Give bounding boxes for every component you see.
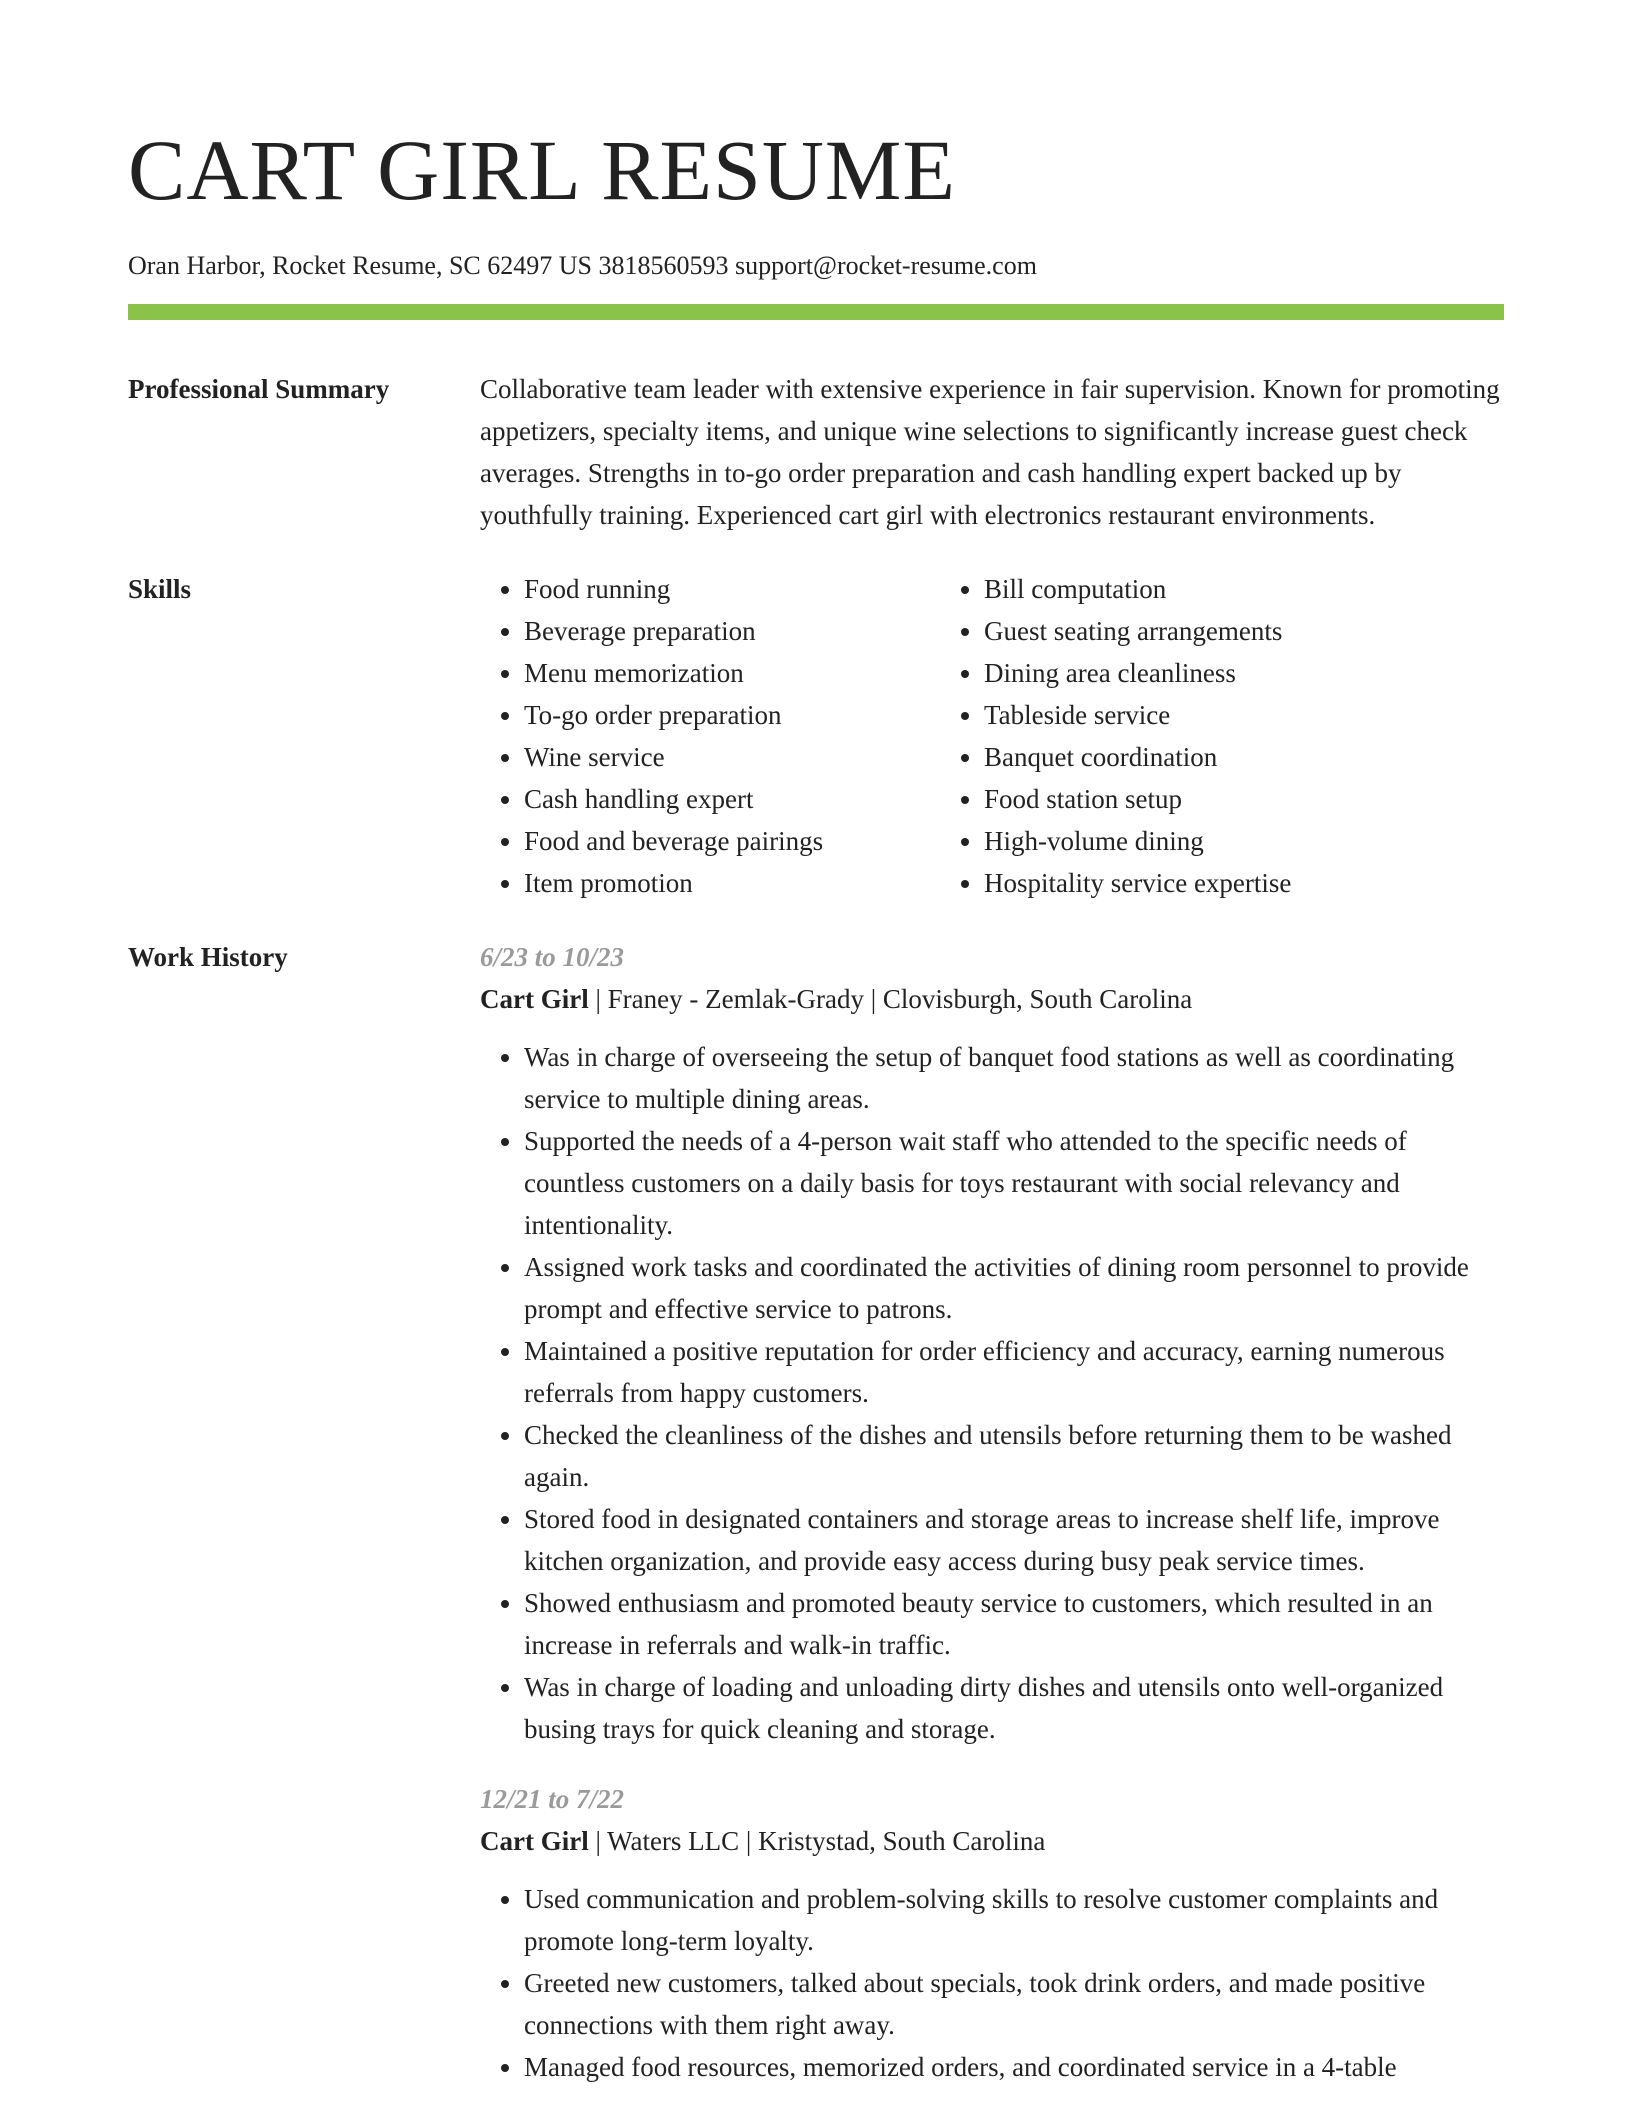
skill-item: • High-volume dining — [984, 820, 1440, 862]
summary-text: Collaborative team leader with extensive experience in fair supervision. Known for promoting appetizers, specialty items, and unique wine selections to significantly increase guest check averages. Strengths in to-go order preparation and cash handling expert backed up by youthfully training. Experienced cart girl with electronics restaurant environments. — [480, 374, 1500, 530]
skills-list-right — [940, 568, 1440, 904]
job-company-location: | Waters LLC | Kristystad, South Carolina — [588, 1826, 1046, 1856]
job-dates: 12/21 to 7/22 — [480, 1784, 625, 1814]
job-bullet: • Supported the needs of a 4-person wait staff who attended to the specific needs of countless customers on a daily basis for toys restaurant with social relevancy and intentionality. — [524, 1120, 1504, 1246]
page-title: CART GIRL RESUME — [128, 122, 956, 218]
skills-list-left — [480, 568, 940, 904]
skill-item: • Guest seating arrangements — [984, 610, 1440, 652]
section-body-work — [480, 936, 1504, 2108]
skill-item: • Food and beverage pairings — [524, 820, 940, 862]
skill-item: • Cash handling expert — [524, 778, 940, 820]
skill-item: • Tableside service — [984, 694, 1440, 736]
job-bullet: • Greeted new customers, talked about specials, took drink orders, and made positive connections with them right away. — [524, 1962, 1504, 2046]
job-bullet: • Checked the cleanliness of the dishes and utensils before returning them to be washed again. — [524, 1414, 1504, 1498]
job-dates: 6/23 to 10/23 — [480, 942, 625, 972]
skill-item: • Wine service — [524, 736, 940, 778]
job-bullet-list — [480, 1878, 1504, 2088]
contact-line — [128, 248, 1504, 284]
skill-item: • Menu memorization — [524, 652, 940, 694]
skill-item: • Hospitality service expertise — [984, 862, 1440, 904]
section-heading-skills: Skills — [128, 574, 192, 604]
job-entry — [480, 936, 1504, 1750]
section-professional-summary — [128, 368, 1504, 536]
job-entry — [480, 1778, 1504, 2088]
job-company-location: | Franey - Zemlak-Grady | Clovisburgh, South Carolina — [588, 984, 1193, 1014]
skill-item: • Item promotion — [524, 862, 940, 904]
skills-grid — [480, 568, 1504, 904]
job-bullet: • Used communication and problem-solving skills to resolve customer complaints and promote long-term loyalty. — [524, 1878, 1504, 1962]
section-work-history — [128, 936, 1504, 2108]
skill-item: • Bill computation — [984, 568, 1440, 610]
job-bullet: • Showed enthusiasm and promoted beauty service to customers, which resulted in an increase in referrals and walk-in traffic. — [524, 1582, 1504, 1666]
job-title-line — [480, 978, 1504, 1020]
accent-divider — [128, 304, 1504, 320]
section-body-summary — [480, 368, 1504, 536]
job-bullet: • Assigned work tasks and coordinated the activities of dining room personnel to provide prompt and effective service to patrons. — [524, 1246, 1504, 1330]
section-heading-work: Work History — [128, 942, 288, 972]
skill-item: • Dining area cleanliness — [984, 652, 1440, 694]
contact-phone: 3818560593 — [598, 251, 729, 280]
skill-item: • Banquet coordination — [984, 736, 1440, 778]
skill-item: • Beverage preparation — [524, 610, 940, 652]
skill-item: • To-go order preparation — [524, 694, 940, 736]
job-bullet: • Was in charge of overseeing the setup of banquet food stations as well as coordinating service to multiple dining areas. — [524, 1036, 1504, 1120]
job-bullet: • Maintained a positive reputation for order efficiency and accuracy, earning numerous referrals from happy customers. — [524, 1330, 1504, 1414]
job-bullet: • Managed food resources, memorized orders, and coordinated service in a 4-table — [524, 2046, 1504, 2088]
job-bullet: • Stored food in designated containers and storage areas to increase shelf life, improve kitchen organization, and provide easy access during busy peak service times. — [524, 1498, 1504, 1582]
skill-item: • Food station setup — [984, 778, 1440, 820]
job-bullet-list — [480, 1036, 1504, 1750]
contact-address: Oran Harbor, Rocket Resume, SC 62497 US — [128, 251, 593, 280]
skill-item: • Food running — [524, 568, 940, 610]
contact-email: support@rocket-resume.com — [735, 251, 1037, 280]
section-body-skills — [480, 568, 1504, 904]
job-role: Cart Girl — [480, 1826, 589, 1856]
section-heading-summary: Professional Summary — [128, 374, 390, 404]
job-title-line — [480, 1820, 1504, 1862]
job-bullet: • Was in charge of loading and unloading dirty dishes and utensils onto well-organized busing trays for quick cleaning and storage. — [524, 1666, 1504, 1750]
section-skills — [128, 568, 1504, 904]
job-role: Cart Girl — [480, 984, 589, 1014]
